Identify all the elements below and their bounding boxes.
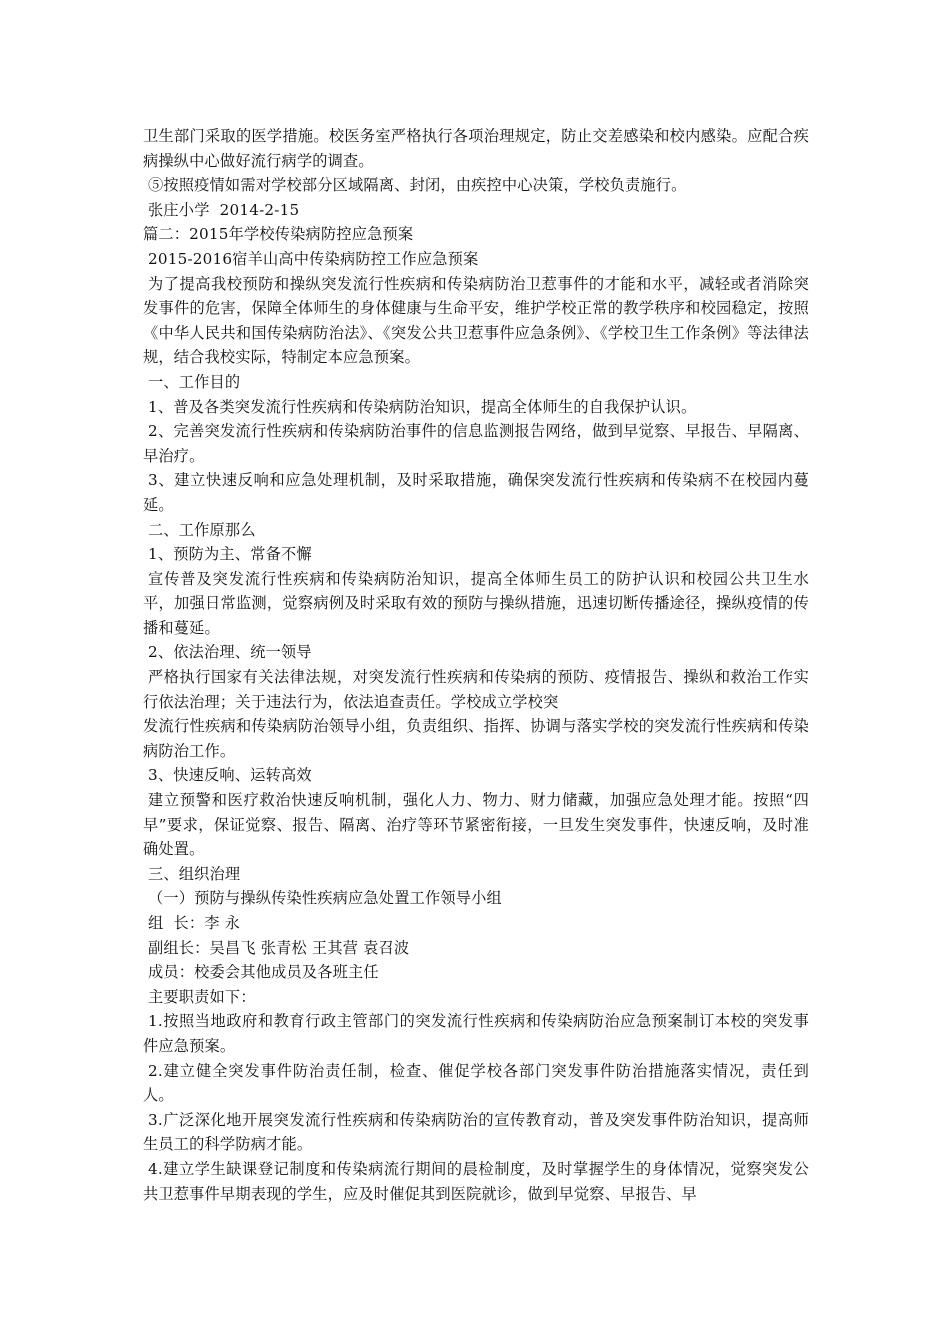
paragraph: 卫生部门采取的医学措施。校医务室严格执行各项治理规定，防止交差感染和校内感染。应配合疾病操纵中心做好流行病学的调查。 (143, 127, 809, 170)
subheading: 主要职责如下： (148, 987, 256, 1006)
paragraph: 为了提高我校预防和操纵突发流行性疾病和传染病防治卫惹事件的才能和水平，减轻或者消除突发事件的危害，保障全体师生的身体健康与生命平安，维护学校正常的教学秩序和校园稳定，按照《中华人民共和国传染病防治法》、《突发公共卫惹事件应急条例》、《学校卫生工作条例》等法律法规，结合我校实际，特制定本应急预案。 (143, 274, 809, 367)
list-item: 3.广泛深化地开展突发流行性疾病和传染病防治的宣传教育动，普及突发事件防治知识，提高师生员工的科学防病才能。 (143, 1110, 809, 1154)
heading: 二、工作原那么 (148, 520, 256, 539)
document-title: 2015-2016宿羊山高中传染病防控工作应急预案 (148, 249, 479, 268)
paragraph: 3、建立快速反响和应急处理机制，及时采取措施，确保突发流行性疾病和传染病不在校园内蔓延。 (143, 471, 809, 514)
subheading: （一）预防与操纵传染性疾病应急处置工作领导小组 (148, 889, 502, 908)
list-item: 4.建立学生缺课登记制度和传染病流行期间的晨检制度，及时掌握学生的身体情况，觉察突发公共卫惹事件早期表现的学生，应及时催促其到医院就诊，做到早觉察、早报告、早 (143, 1159, 809, 1203)
subheading: 3、快速反响、运转高效 (148, 766, 312, 785)
paragraph: ⑤按照疫情如需对学校部分区域隔离、封闭，由疾控中心决策，学校负责施行。 (148, 176, 687, 195)
paragraph: 严格执行国家有关法律法规，对突发流行性疾病和传染病的预防、疫情报告、操纵和救治工作实行依法治理；关于违法行为，依法追查责任。学校成立学校突 (143, 668, 809, 711)
paragraph: 建立预警和医疗救治快速反响机制，强化人力、物力、财力储藏，加强应急处理才能。按照“四早”要求，保证觉察、报告、隔离、治疗等环节紧密衔接，一旦发生突发事件，快速反响，及时准确处置。 (143, 791, 809, 859)
paragraph: 2、完善突发流行性疾病和传染病防治事件的信息监测报告网络，做到早觉察、早报告、早隔离、早治疗。 (143, 422, 809, 465)
subheading: 1、预防为主、常备不懈 (148, 545, 312, 564)
heading: 一、工作目的 (148, 372, 241, 391)
signature-date-line: 张庄小学 2014-2-15 (143, 200, 300, 219)
paragraph: 发流行性疾病和传染病防治领导小组，负责组织、指挥、协调与落实学校的突发流行性疾病和传染病防治工作。 (143, 717, 809, 760)
list-item: 2.建立健全突发事件防治责任制，检查、催促学校各部门突发事件防治措施落实情况，责任到人。 (143, 1061, 809, 1105)
paragraph: 1、普及各类突发流行性疾病和传染病防治知识，提高全体师生的自我保护认识。 (148, 397, 697, 416)
member-line: 组 长：李 永 (148, 914, 241, 932)
list-item: 1.按照当地政府和教育行政主管部门的突发流行性疾病和传染病防治应急预案制订本校的突发事件应急预案。 (143, 1012, 809, 1055)
member-line: 副组长：吴昌飞 张青松 王其营 袁召波 (148, 938, 410, 957)
member-line: 成员：校委会其他成员及各班主任 (148, 963, 379, 982)
heading: 三、组织治理 (148, 864, 241, 883)
document-body (143, 124, 809, 1206)
subheading: 2、依法治理、统一领导 (148, 643, 312, 662)
section-title: 篇二：2015年学校传染病防控应急预案 (143, 225, 414, 244)
paragraph: 宣传普及突发流行性疾病和传染病防治知识，提高全体师生员工的防护认识和校园公共卫生水平，加强日常监测，觉察病例及时采取有效的预防与操纵措施，迅速切断传播途径，操纵疫情的传播和蔓延。 (143, 569, 809, 637)
